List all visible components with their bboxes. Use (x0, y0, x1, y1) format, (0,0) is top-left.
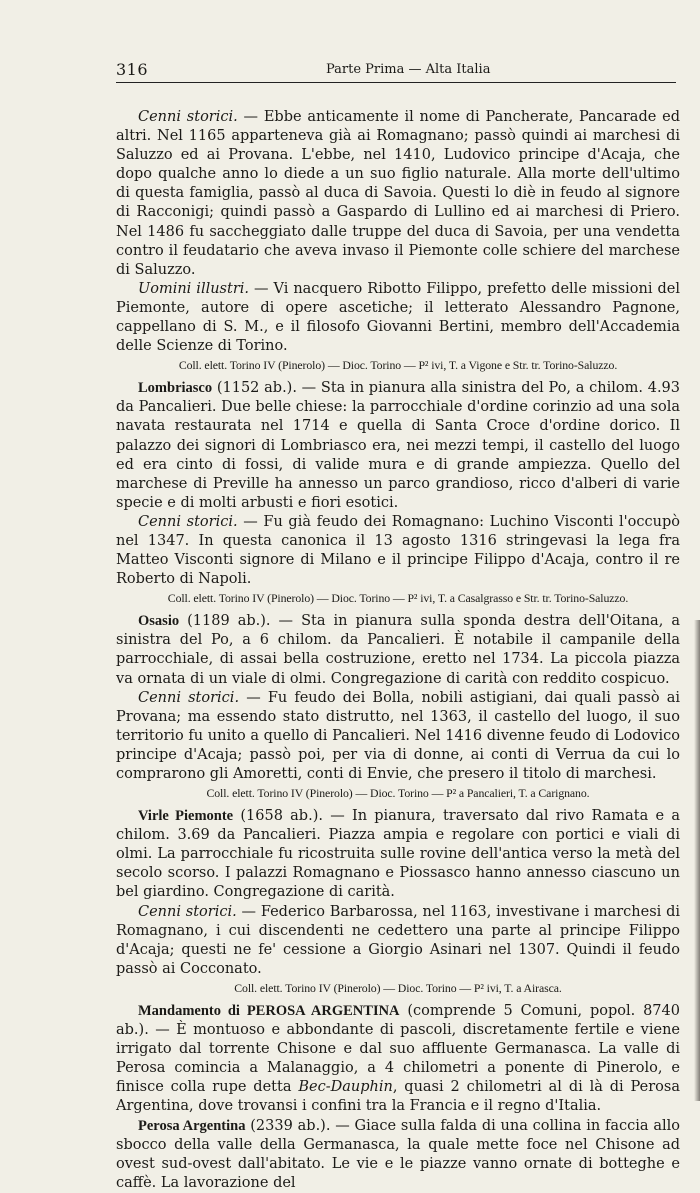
page-edge-shadow (694, 620, 700, 1101)
entry-osasio (116, 612, 680, 688)
italic-term: Bec-Dauphin (298, 1079, 393, 1096)
section-lead: Uomini illustri. (138, 280, 249, 297)
entry-lombriasco (116, 379, 680, 513)
entry-heading: Osasio (138, 613, 180, 630)
paragraph-text: — Fu feudo dei Bolla, nobili astigiani, dai quali passò ai Provana; ma essendo stato distrutto, nel 1363, il castello del luogo, il suo territorio fu unito a quello di Pancalieri. Nel 1416 divenne feudo di Lodovico principe d'Acaja; passò poi, per via di donne, ai conti di Verrua da cui lo comprarono gli Amoretti, conti di Envie, che presero il titolo di marchesi. (116, 689, 680, 782)
paragraph-uomini-illustri (116, 280, 680, 356)
paragraph-text: (1189 ab.). — Sta in pianura sulla sponda destra dell'Oitana, a sinistra del Po, a 6 chilom. da Pancalieri. È notabile il campanile della parrocchiale, di assai bella costruzione, eretto nel 1734. La piccola piazza va ornata di un viale di olmi. Congregazione di carità con reddito cospicuo. (116, 613, 680, 687)
entry-heading: Mandamento di PEROSA ARGENTINA (138, 1002, 400, 1019)
entry-perosa-argentina (116, 1117, 680, 1193)
entry-heading: Virle Piemonte (138, 808, 234, 825)
page-header (116, 60, 676, 83)
electoral-note: Coll. elett. Torino IV (Pinerolo) — Dioc. Torino — P² ivi, T. a Casalgrasso e Str. tr. Torino-Saluzzo. (167, 591, 629, 606)
paragraph-cenni-storici-osasio (116, 689, 680, 784)
entry-mandamento-perosa (116, 1002, 680, 1117)
section-lead: Cenni storici. (138, 903, 237, 920)
paragraph-text: (1658 ab.). — In pianura, traversato dal rivo Ramata e a chilom. 3.69 da Pancalieri. Piazza ampia e regolare con portici e viali di olmi. La parrocchiale fu ricostruita sulle rovine dell'antica verso la metà del secolo scorso. I palazzi Romagnano e Piossasco hanno annesso ciascuno un bel giardino. Congregazione di carità. (116, 808, 680, 901)
entry-heading: Perosa Argentina (138, 1117, 246, 1134)
paragraph-text: — Vi nacquero Ribotto Filippo, prefetto delle missioni del Piemonte, autore di opere ascetiche; il letterato Alessandro Pagnone, cappellano di S. M., e il filosofo Giovanni Bertini, membro dell'Accademia delle Scienze di Torino. (116, 280, 680, 355)
electoral-note: Coll. elett. Torino IV (Pinerolo) — Dioc. Torino — P² a Pancalieri, T. a Carignano. (206, 786, 590, 801)
paragraph-text: — Ebbe anticamente il nome di Pancherate, Pancarade ed altri. Nel 1165 apparteneva già ai Romagnano; passò quindi ai marchesi di Saluzzo ed ai Provana. L'ebbe, nel 1410, Ludovico principe d'Acaja, che dopo qualche anno lo diede a un suo figlio naturale. Alla morte dell'ultimo di questa famiglia, passò al duca di Savoia. Questi lo diè in feudo al signore di Racconigi; quindi passò a Gaspardo di Lullino ed ai marchesi di Priero. Nel 1486 fu saccheggiato dalle truppe del duca di Savoia, per una vendetta contro il feudatario che aveva invaso il Piemonte colle schiere del marchese di Saluzzo. (116, 109, 680, 278)
section-lead: Cenni storici. (138, 109, 238, 125)
entry-heading: Lombriasco (138, 380, 213, 397)
paragraph-text: , quasi 2 chilometri al di là di Perosa Argentina, dove trovansi i confini tra la Francia e il regno d'Italia. (116, 1079, 680, 1115)
paragraph-text: (1152 ab.). — Sta in pianura alla sinistra del Po, a chilom. 4.93 da Pancalieri. Due belle chiese: la parrocchiale d'ordine corinzio ad una sola navata restaurata nel 1714 e quella di Santa Croce d'ordine dorico. Il palazzo dei signori di Lombriasco era, nei mezzi tempi, il castello del luogo ed era cinto di fossi, di valide mura e di grande ampiezza. Quello del marchese di Preville ha annesso un parco grandioso, ricco d'alberi di varie specie e di molti arbusti e fiori esotici. (116, 380, 680, 511)
entry-virle-piemonte (116, 807, 680, 902)
paragraph-text: (comprende 5 Comuni, popol. 8740 ab.). — È montuoso e abbondante di pascoli, discretamente fertile e viene irrigato dal torrente Chisone e dal suo affluente Germanasca. La valle di Perosa comincia a Malanaggio, a 4 chilometri a ponente di Pinerolo, e finisce colla rupe detta (116, 1002, 680, 1096)
paragraph-cenni-storici-pancalieri (116, 108, 680, 280)
section-lead: Cenni storici. (138, 689, 240, 706)
electoral-note: Coll. elett. Torino IV (Pinerolo) — Dioc. Torino — P² ivi, T. a Airasca. (234, 980, 562, 995)
running-title: Parte Prima — Alta Italia (326, 62, 491, 77)
paragraph-text: — Federico Barbarossa, nel 1163, investivane i marchesi di Romagnano, i cui discendenti ne cedettero una parte al principe Filippo d'Acaja; questi ne fe' cessione a Giorgio Asinari nel 1307. Quindi il feudo passò ai Cocconato. (116, 903, 680, 977)
paragraph-cenni-storici-virle (116, 903, 680, 979)
paragraph-text: (2339 ab.). — Giace sulla falda di una collina in faccia allo sbocco della valle della Germanasca, la quale mette foce nel Chisone ad ovest sud-ovest dall'abitato. Le vie e le piazze vanno ornate di botteghe e caffè. La lavorazione del (116, 1117, 680, 1191)
electoral-note: Coll. elett. Torino IV (Pinerolo) — Dioc. Torino — P² ivi, T. a Vigone e Str. tr. Torino-Saluzzo. (178, 358, 618, 373)
page-body (116, 108, 680, 1193)
paragraph-text: — Fu già feudo dei Romagnano: Luchino Visconti l'occupò nel 1347. In questa canonica il 13 agosto 1316 stringevasi la lega fra Matteo Visconti signore di Milano e il principe Filippo d'Acaja, contro il re Roberto di Napoli. (116, 513, 680, 588)
page-number: 316 (116, 60, 149, 79)
paragraph-cenni-storici-lombriasco (116, 513, 680, 589)
section-lead: Cenni storici. (138, 513, 238, 530)
